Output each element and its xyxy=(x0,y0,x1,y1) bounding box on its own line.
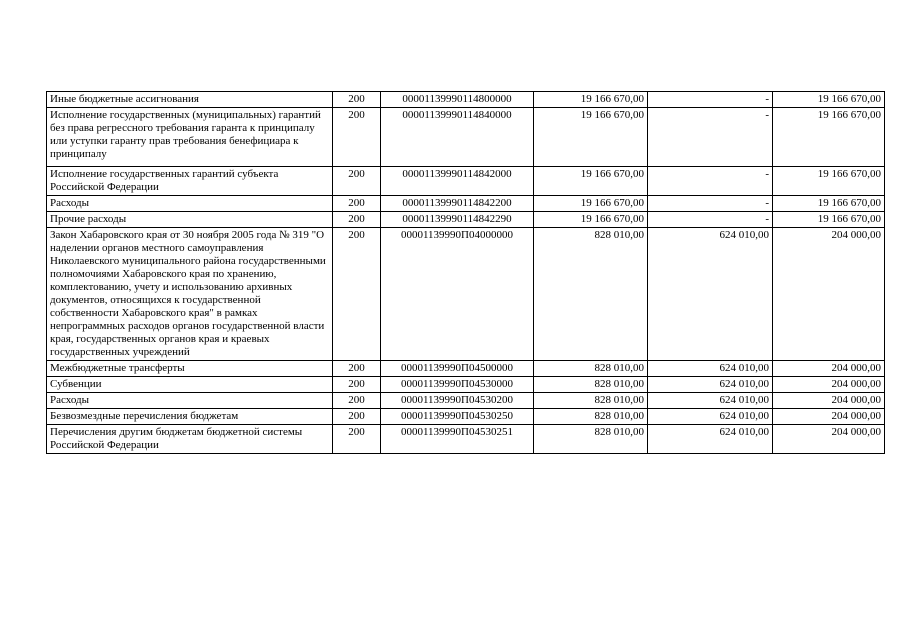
row-classification-code-cell: 00001139990П04500000 xyxy=(381,361,534,377)
row-classification-code-cell: 00001139990П04000000 xyxy=(381,228,534,361)
row-line-code-cell: 200 xyxy=(333,228,381,361)
row-executed-amount-cell: - xyxy=(648,92,773,108)
row-name-cell: Субвенции xyxy=(47,377,333,393)
row-line-code-cell: 200 xyxy=(333,393,381,409)
row-approved-amount-cell: 828 010,00 xyxy=(534,377,648,393)
table-row xyxy=(47,377,885,393)
row-classification-code-cell: 00001139990П04530200 xyxy=(381,393,534,409)
row-name-cell: Безвозмездные перечисления бюджетам xyxy=(47,409,333,425)
row-approved-amount-cell: 828 010,00 xyxy=(534,361,648,377)
row-approved-amount-cell: 828 010,00 xyxy=(534,409,648,425)
row-approved-amount-cell: 19 166 670,00 xyxy=(534,92,648,108)
row-line-code-cell: 200 xyxy=(333,377,381,393)
row-line-code-cell: 200 xyxy=(333,212,381,228)
row-approved-amount-cell: 828 010,00 xyxy=(534,425,648,454)
row-line-code-cell: 200 xyxy=(333,167,381,196)
row-approved-amount-cell: 19 166 670,00 xyxy=(534,196,648,212)
row-unexecuted-amount-cell: 19 166 670,00 xyxy=(773,92,885,108)
row-line-code-cell: 200 xyxy=(333,409,381,425)
table-row xyxy=(47,108,885,167)
row-executed-amount-cell: 624 010,00 xyxy=(648,425,773,454)
row-unexecuted-amount-cell: 19 166 670,00 xyxy=(773,212,885,228)
row-classification-code-cell: 00001139990114842000 xyxy=(381,167,534,196)
row-classification-code-cell: 00001139990П04530250 xyxy=(381,409,534,425)
table-row xyxy=(47,92,885,108)
row-unexecuted-amount-cell: 19 166 670,00 xyxy=(773,196,885,212)
row-executed-amount-cell: 624 010,00 xyxy=(648,361,773,377)
row-unexecuted-amount-cell: 204 000,00 xyxy=(773,409,885,425)
row-classification-code-cell: 00001139990114842290 xyxy=(381,212,534,228)
row-executed-amount-cell: - xyxy=(648,196,773,212)
row-unexecuted-amount-cell: 204 000,00 xyxy=(773,228,885,361)
row-line-code-cell: 200 xyxy=(333,92,381,108)
row-unexecuted-amount-cell: 19 166 670,00 xyxy=(773,167,885,196)
row-approved-amount-cell: 828 010,00 xyxy=(534,393,648,409)
row-unexecuted-amount-cell: 204 000,00 xyxy=(773,377,885,393)
row-executed-amount-cell: - xyxy=(648,212,773,228)
row-line-code-cell: 200 xyxy=(333,196,381,212)
row-unexecuted-amount-cell: 204 000,00 xyxy=(773,361,885,377)
table-row xyxy=(47,425,885,454)
row-classification-code-cell: 00001139990П04530000 xyxy=(381,377,534,393)
row-approved-amount-cell: 19 166 670,00 xyxy=(534,108,648,167)
row-executed-amount-cell: - xyxy=(648,167,773,196)
row-name-cell: Расходы xyxy=(47,393,333,409)
row-approved-amount-cell: 828 010,00 xyxy=(534,228,648,361)
row-unexecuted-amount-cell: 19 166 670,00 xyxy=(773,108,885,167)
row-classification-code-cell: 00001139990П04530251 xyxy=(381,425,534,454)
row-line-code-cell: 200 xyxy=(333,361,381,377)
table-row xyxy=(47,212,885,228)
row-line-code-cell: 200 xyxy=(333,108,381,167)
row-executed-amount-cell: 624 010,00 xyxy=(648,228,773,361)
row-name-cell: Межбюджетные трансферты xyxy=(47,361,333,377)
row-name-cell: Перечисления другим бюджетам бюджетной системы Российской Федерации xyxy=(47,425,333,454)
row-classification-code-cell: 00001139990114840000 xyxy=(381,108,534,167)
row-classification-code-cell: 00001139990114842200 xyxy=(381,196,534,212)
row-executed-amount-cell: - xyxy=(648,108,773,167)
budget-execution-table xyxy=(46,91,885,454)
table-row xyxy=(47,409,885,425)
row-approved-amount-cell: 19 166 670,00 xyxy=(534,167,648,196)
row-name-cell: Прочие расходы xyxy=(47,212,333,228)
row-name-cell: Закон Хабаровского края от 30 ноября 2005 года № 319 "О наделении органов местного самоуправления Николаевского муниципального района государственными полномочиями Хабаровского края по хранению, комплектованию, учету и использованию архивных документов, относящихся к государственной собственности Хабаровского края" в рамках непрограммных расходов органов государственной власти края, государственных органов края и краевых государственных учреждений xyxy=(47,228,333,361)
row-name-cell: Исполнение государственных гарантий субъекта Российской Федерации xyxy=(47,167,333,196)
table-row xyxy=(47,228,885,361)
row-name-cell: Иные бюджетные ассигнования xyxy=(47,92,333,108)
table-row xyxy=(47,361,885,377)
row-executed-amount-cell: 624 010,00 xyxy=(648,377,773,393)
row-unexecuted-amount-cell: 204 000,00 xyxy=(773,393,885,409)
row-line-code-cell: 200 xyxy=(333,425,381,454)
row-classification-code-cell: 00001139990114800000 xyxy=(381,92,534,108)
row-executed-amount-cell: 624 010,00 xyxy=(648,393,773,409)
row-approved-amount-cell: 19 166 670,00 xyxy=(534,212,648,228)
table-row xyxy=(47,196,885,212)
row-unexecuted-amount-cell: 204 000,00 xyxy=(773,425,885,454)
table-row xyxy=(47,167,885,196)
row-name-cell: Исполнение государственных (муниципальных) гарантий без права регрессного требования гаранта к принципалу или уступки гаранту прав требования бенефициара к принципалу xyxy=(47,108,333,167)
row-name-cell: Расходы xyxy=(47,196,333,212)
row-executed-amount-cell: 624 010,00 xyxy=(648,409,773,425)
table-row xyxy=(47,393,885,409)
